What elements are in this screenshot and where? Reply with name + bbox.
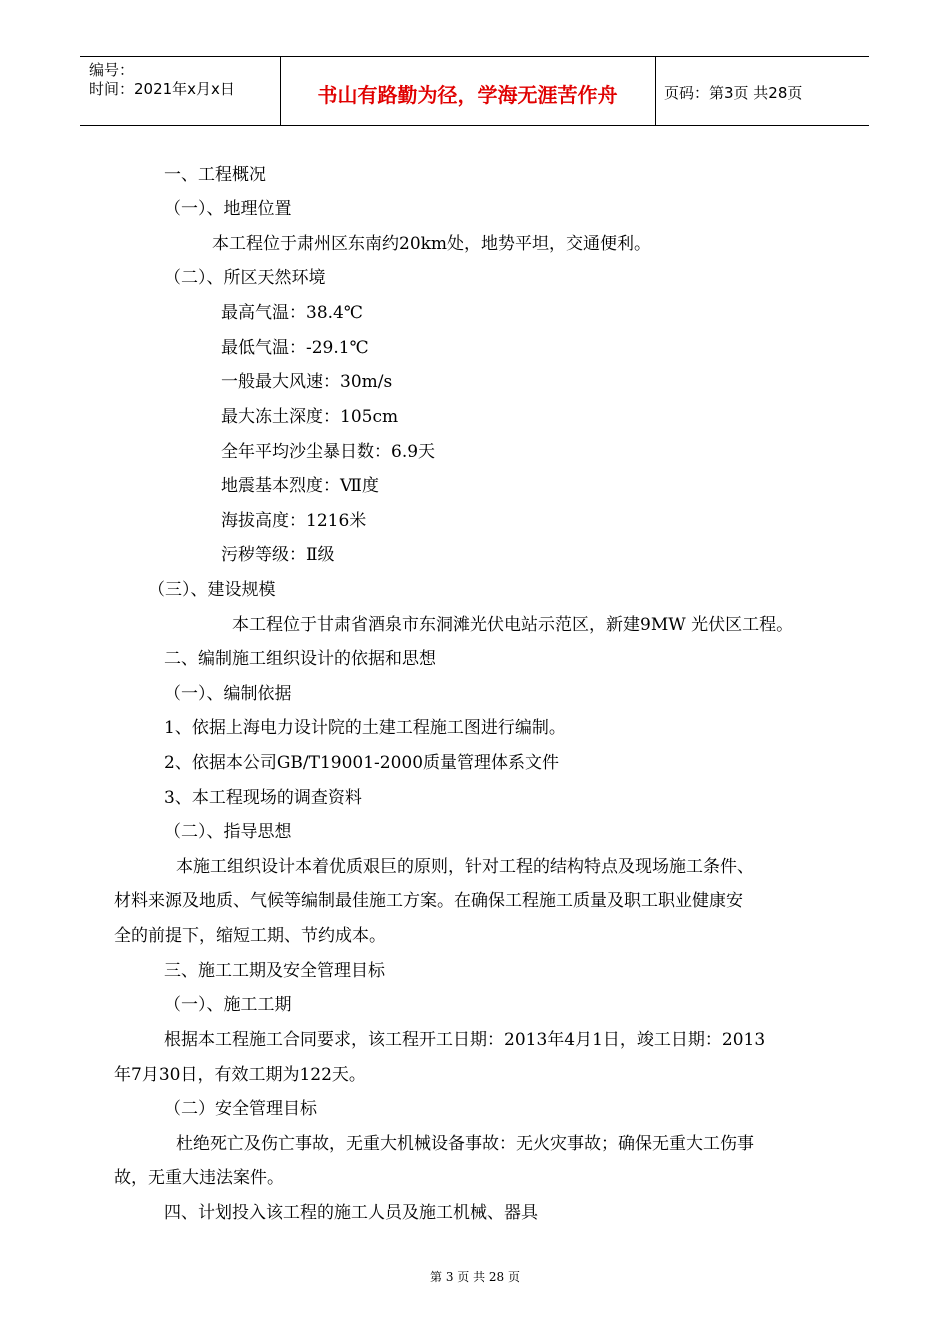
header-meta [89, 61, 235, 99]
section-heading: 二、编制施工组织设计的依据和思想 [164, 649, 436, 669]
subsection-heading: （二）、所区天然环境 [164, 268, 326, 288]
subsection-heading: （一）、施工工期 [164, 995, 292, 1015]
climate-item: 全年平均沙尘暴日数：6.9天 [221, 442, 436, 462]
paragraph-line: 材料来源及地质、气候等编制最佳施工方案。在确保工程施工质量及职工职业健康安 [114, 891, 743, 911]
paragraph-line: 本施工组织设计本着优质艰巨的原则，针对工程的结构特点及现场施工条件、 [176, 857, 754, 877]
header-page-info: 页码：第3页 共28页 [664, 84, 803, 102]
climate-item: 海拔高度：1216米 [221, 511, 367, 531]
page-footer: 第 3 页 共 28 页 [430, 1270, 520, 1284]
document-date: 时间：2021年x月x日 [89, 80, 235, 98]
list-item: 2、依据本公司GB/T19001-2000质量管理体系文件 [164, 753, 560, 773]
list-item: 1、依据上海电力设计院的土建工程施工图进行编制。 [164, 718, 566, 738]
paragraph-line: 全的前提下，缩短工期、节约成本。 [114, 926, 386, 946]
section-heading: 三、施工工期及安全管理目标 [164, 961, 385, 981]
paragraph-line: 本工程位于肃州区东南约20km处，地势平坦，交通便利。 [212, 234, 652, 254]
header-motto: 书山有路勤为径，学海无涯苦作舟 [317, 83, 618, 107]
subsection-heading: （一）、编制依据 [164, 684, 292, 704]
paragraph-line: 本工程位于甘肃省酒泉市东洞滩光伏电站示范区，新建9MW 光伏区工程。 [232, 615, 794, 635]
document-number-label: 编号： [89, 61, 135, 79]
list-item: 3、本工程现场的调查资料 [164, 788, 362, 808]
climate-item: 最高气温：38.4℃ [221, 303, 363, 323]
paragraph-line: 故，无重大违法案件。 [114, 1168, 284, 1188]
climate-item: 最低气温：-29.1℃ [221, 338, 369, 358]
document-header [80, 56, 869, 126]
paragraph-line: 根据本工程施工合同要求，该工程开工日期：2013年4月1日，竣工日期：2013 [164, 1030, 766, 1050]
climate-item: 最大冻土深度：105cm [221, 407, 399, 427]
section-heading: 四、计划投入该工程的施工人员及施工机械、器具 [164, 1203, 538, 1223]
subsection-heading: （三）、建设规模 [148, 580, 276, 600]
paragraph-line: 年7月30日，有效工期为122天。 [114, 1065, 366, 1085]
subsection-heading: （一）、地理位置 [164, 199, 292, 219]
section-heading: 一、工程概况 [164, 165, 266, 185]
paragraph-line: 杜绝死亡及伤亡事故，无重大机械设备事故：无火灾事故；确保无重大工伤事 [176, 1134, 754, 1154]
climate-item: 地震基本烈度：Ⅶ度 [221, 476, 379, 496]
climate-item: 污秽等级：Ⅱ级 [221, 545, 335, 565]
subsection-heading: （二）、指导思想 [164, 822, 292, 842]
header-divider [655, 57, 656, 125]
subsection-heading: （二）安全管理目标 [164, 1099, 317, 1119]
climate-item: 一般最大风速：30m/s [221, 372, 393, 392]
